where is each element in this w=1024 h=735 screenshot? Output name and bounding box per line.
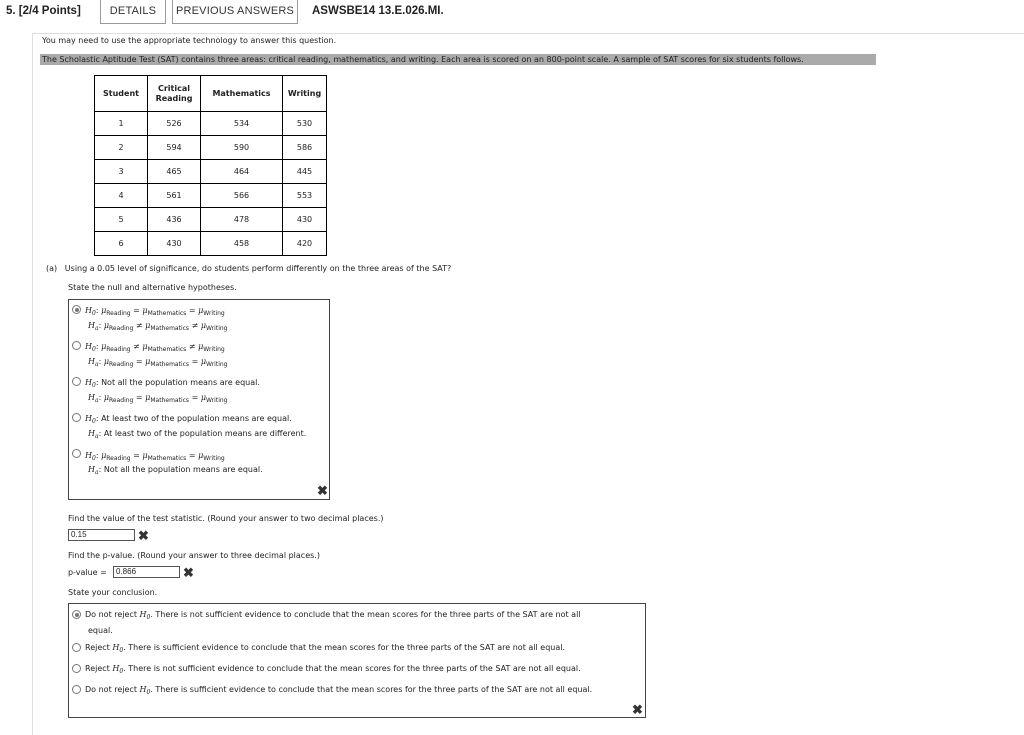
cell-math: 458 xyxy=(201,232,283,256)
test-statistic-prompt: Find the value of the test statistic. (Round your answer to two decimal places.) xyxy=(68,514,384,523)
cell-reading: 465 xyxy=(148,160,201,184)
pvalue-input[interactable]: 0.866 xyxy=(113,566,180,578)
conclusion-option-4-radio[interactable] xyxy=(72,685,81,694)
hypothesis-option-2-radio[interactable] xyxy=(72,341,81,350)
cell-student: 4 xyxy=(95,184,148,208)
table-row xyxy=(95,160,327,184)
table-row xyxy=(95,232,327,256)
table-row xyxy=(95,136,327,160)
incorrect-icon: ✖ xyxy=(183,565,194,580)
cell-writing: 530 xyxy=(283,112,327,136)
problem-code: ASWSBE14 13.E.026.MI. xyxy=(312,5,444,17)
hypothesis-option-4-h0: $H_0$: At least two of the population means are equal. xyxy=(85,414,292,425)
table-row xyxy=(95,184,327,208)
part-a-question-text: Using a 0.05 level of significance, do students perform differently on the three areas of the SAT? xyxy=(64,264,452,273)
col-header-mathematics: Mathematics xyxy=(201,76,283,112)
table-row xyxy=(95,208,327,232)
hypothesis-option-1-radio[interactable] xyxy=(72,305,81,314)
cell-student: 2 xyxy=(95,136,148,160)
question-number-and-points: 5. [2/4 Points] xyxy=(6,5,81,17)
hypothesis-option-1-h0: $H_0$: $\mu_{Reading} = \mu_{Mathematics} = \mu_{Writing}$ xyxy=(85,306,225,317)
cell-student: 1 xyxy=(95,112,148,136)
cell-writing: 586 xyxy=(283,136,327,160)
conclusion-option-4-text: Do not reject $H_0$. There is sufficient evidence to conclude that the mean scores for the three parts of the SAT are not all equal. xyxy=(85,685,593,696)
col-header-critical-reading: Critical Reading xyxy=(148,76,201,112)
problem-description: The Scholastic Aptitude Test (SAT) contains three areas: critical reading, mathematics, and writing. Each area is scored on an 800-point scale. A sample of SAT scores for six students follows. xyxy=(40,54,876,65)
cell-reading: 561 xyxy=(148,184,201,208)
cell-student: 5 xyxy=(95,208,148,232)
hypothesis-option-2-h0: $H_0$: $\mu_{Reading} \ne \mu_{Mathematics} \ne \mu_{Writing}$ xyxy=(85,342,225,353)
cell-writing: 430 xyxy=(283,208,327,232)
cell-student: 6 xyxy=(95,232,148,256)
cell-math: 464 xyxy=(201,160,283,184)
hypothesis-option-4-radio[interactable] xyxy=(72,413,81,422)
hypothesis-option-2-ha: $H_a$: $\mu_{Reading} = \mu_{Mathematics} = \mu_{Writing}$ xyxy=(88,357,228,368)
cell-writing: 445 xyxy=(283,160,327,184)
cell-reading: 436 xyxy=(148,208,201,232)
conclusion-prompt: State your conclusion. xyxy=(68,588,158,597)
pvalue-prompt: Find the p-value. (Round your answer to three decimal places.) xyxy=(68,551,320,560)
content-left-divider xyxy=(32,34,33,735)
conclusion-option-1-radio[interactable] xyxy=(72,610,81,619)
cell-writing: 553 xyxy=(283,184,327,208)
part-a-label: (a) xyxy=(46,264,58,273)
incorrect-icon: ✖ xyxy=(632,702,643,717)
table-row xyxy=(95,112,327,136)
col-header-writing: Writing xyxy=(283,76,327,112)
details-button[interactable]: DETAILS xyxy=(100,0,166,24)
hypothesis-option-5-ha: $H_a$: Not all the population means are equal. xyxy=(88,465,263,476)
hypothesis-option-3-radio[interactable] xyxy=(72,377,81,386)
cell-math: 478 xyxy=(201,208,283,232)
technology-note: You may need to use the appropriate technology to answer this question. xyxy=(42,36,337,45)
hypothesis-option-3-h0: $H_0$: Not all the population means are equal. xyxy=(85,378,260,389)
cell-math: 590 xyxy=(201,136,283,160)
hypotheses-options-box xyxy=(68,299,330,500)
question-header xyxy=(0,0,1024,24)
hypothesis-option-5-h0: $H_0$: $\mu_{Reading} = \mu_{Mathematics} = \mu_{Writing}$ xyxy=(85,451,225,462)
conclusion-option-1-wrap: equal. xyxy=(88,626,113,635)
hypothesis-option-3-ha: $H_a$: $\mu_{Reading} = \mu_{Mathematics} = \mu_{Writing}$ xyxy=(88,393,228,404)
part-a-question xyxy=(46,264,451,273)
conclusion-options-box xyxy=(68,603,646,718)
hypothesis-option-1-ha: $H_a$: $\mu_{Reading} \ne \mu_{Mathematics} \ne \mu_{Writing}$ xyxy=(88,321,228,332)
cell-reading: 526 xyxy=(148,112,201,136)
content-top-divider xyxy=(32,33,1024,34)
cell-math: 566 xyxy=(201,184,283,208)
cell-writing: 420 xyxy=(283,232,327,256)
conclusion-option-1-text: Do not reject $H_0$. There is not sufficient evidence to conclude that the mean scores for the three parts of the SAT are not all xyxy=(85,610,581,621)
cell-math: 534 xyxy=(201,112,283,136)
incorrect-icon: ✖ xyxy=(138,528,149,543)
hypotheses-prompt: State the null and alternative hypotheses. xyxy=(68,283,237,292)
hypothesis-option-5-radio[interactable] xyxy=(72,449,81,458)
cell-reading: 430 xyxy=(148,232,201,256)
previous-answers-button[interactable]: PREVIOUS ANSWERS xyxy=(172,0,298,24)
sat-scores-table xyxy=(94,75,327,256)
conclusion-option-3-text: Reject $H_0$. There is not sufficient evidence to conclude that the mean scores for the three parts of the SAT are not all equal. xyxy=(85,664,581,675)
pvalue-label: p-value = xyxy=(68,568,107,577)
cell-student: 3 xyxy=(95,160,148,184)
hypothesis-option-4-ha: $H_a$: At least two of the population means are different. xyxy=(88,429,307,440)
conclusion-option-3-radio[interactable] xyxy=(72,664,81,673)
table-header-row xyxy=(95,76,327,112)
conclusion-option-2-radio[interactable] xyxy=(72,643,81,652)
incorrect-icon: ✖ xyxy=(317,483,328,498)
test-statistic-input[interactable]: 0.15 xyxy=(68,529,135,541)
col-header-student: Student xyxy=(95,76,148,112)
conclusion-option-2-text: Reject $H_0$. There is sufficient evidence to conclude that the mean scores for the three parts of the SAT are not all equal. xyxy=(85,643,566,654)
cell-reading: 594 xyxy=(148,136,201,160)
